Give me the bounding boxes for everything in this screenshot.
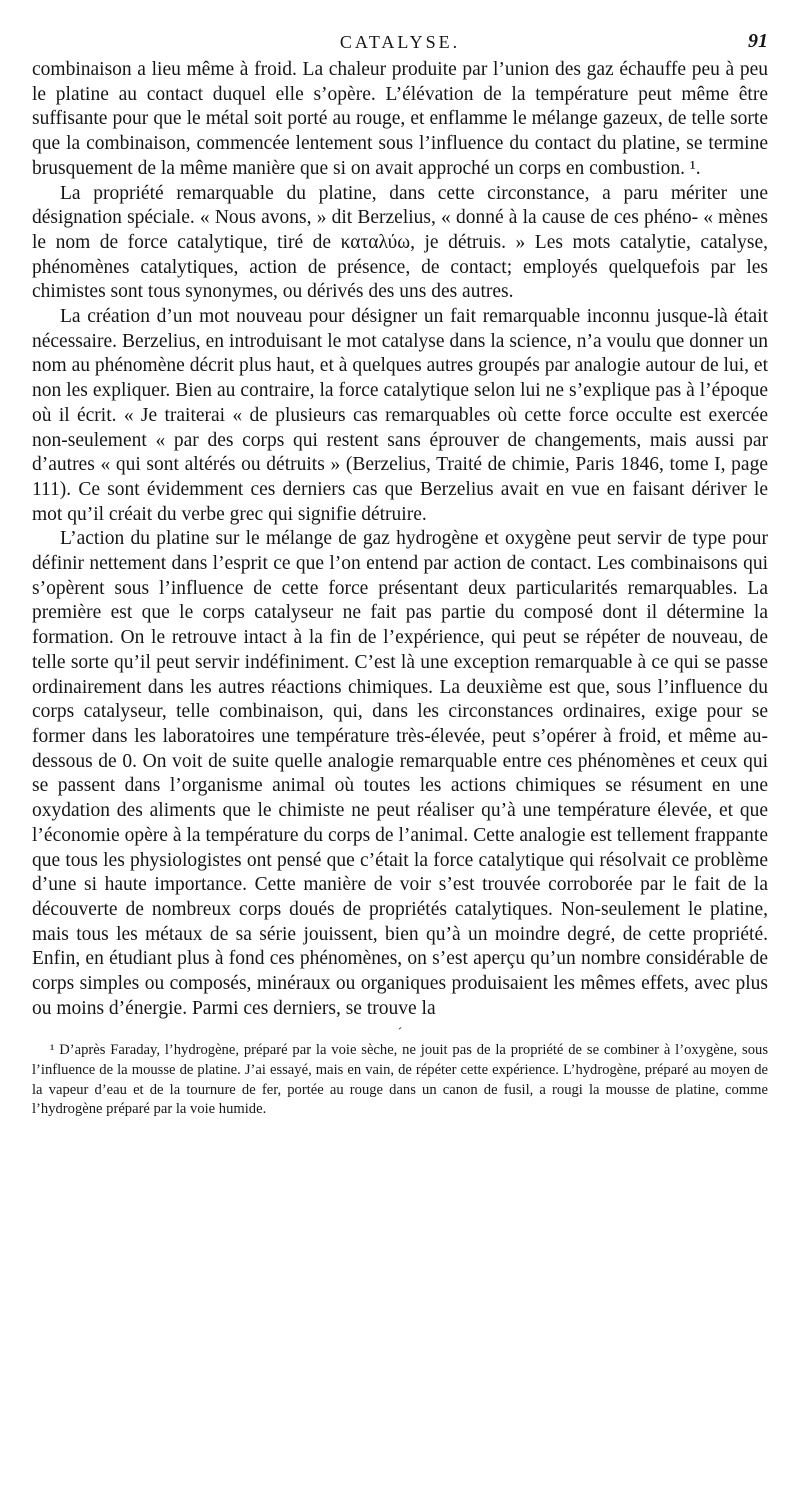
footnote-separator: ´: [397, 1026, 403, 1042]
running-title: CATALYSE.: [339, 32, 461, 52]
paragraph-3: La création d’un mot nouveau pour désigner un fait remarquable inconnu jusque-là était nécessaire. Berzelius, en introduisant le mot catalyse dans la science, n’a voulu que donner un nom au phénomène décrit plus haut, et à quelques autres groupés par analogie autour de lui, et non les expliquer. Bien au contraire, la force catalytique selon lui ne s’explique pas à l’époque où il écrit. « Je traiterai « de plusieurs cas remarquables où cette force occulte est exercée non-seulement « par des corps qui restent sans éprouver de changements, mais aussi par d’autres « qui sont altérés ou détruits » (Berzelius, Traité de chimie, Paris 1846, tome I, page 111). Ce sont évidemment ces derniers cas que Berzelius avait en vue en faisant dériver le mot qu’il créait du verbe grec qui signifie détruire.: [32, 306, 768, 525]
footnote-1: ¹ D’après Faraday, l’hydrogène, préparé par la voie sèche, ne jouit pas de la propriété de se combiner à l’oxygène, sous l’influence de la mousse de platine. J’ai essayé, mais en vain, de répéter cette expérience. L’hydrogène, préparé au moyen de la vapeur d’eau et de la tournure de fer, portée au rouge dans un canon de fusil, a rougi la mousse de platine, comme l’hydrogène préparé par la voie humide.: [32, 1042, 768, 1118]
page-number: 91: [748, 30, 768, 52]
paragraph-1: combinaison a lieu même à froid. La chaleur produite par l’union des gaz échauffe peu à peu le platine au contact duquel elle s’opère. L’élévation de la température peut même être suffisante pour que le métal soit porté au rouge, et enflamme le mélange gazeux, de telle sorte que la combinaison, commencée lentement sous l’influence du contact du platine, se termine brusquement de la même manière que si on avait approché un corps en combustion. ¹.: [32, 59, 768, 179]
paragraph-4: L’action du platine sur le mélange de gaz hydrogène et oxygène peut servir de type pour définir nettement dans l’esprit ce que l’on entend par action de contact. Les combinaisons qui s’opèrent sous l’influence de cette force présentant deux particularités remarquables. La première est que le corps catalyseur ne fait pas partie du composé dont il détermine la formation. On le retrouve intact à la fin de l’expérience, qui peut se répéter de nouveau, de telle sorte qu’il peut servir indéfiniment. C’est là une exception remarquable à ce qui se passe ordinairement dans les autres réactions chimiques. La deuxième est que, sous l’influence du corps catalyseur, telle combinaison, qui, dans les circonstances ordinaires, exige pour se former dans les laboratoires une température très-élevée, peut s’opérer à froid, et même au-dessous de 0. On voit de suite quelle analogie remarquable entre ces phénomènes et ceux qui se passent dans l’organisme animal où toutes les actions chimiques se résument en une oxydation des aliments que le chimiste ne peut réaliser qu’à une température élevée, et que l’économie opère à la température du corps de l’animal. Cette analogie est tellement frappante que tous les physiologistes ont pensé que c’était la force catalytique qui résolvait ce problème d’une si haute importance. Cette manière de voir s’est trouvée corroborée par le fait de la découverte de nombreux corps doués de propriétés catalytiques. Non-seulement le platine, mais tous les métaux de sa série jouissent, bien qu’à un moindre degré, de cette propriété. Enfin, en étudiant plus à fond ces phénomènes, on s’est aperçu qu’un nombre considérable de corps simples ou composés, minéraux ou organiques produisaient les mêmes effets, avec plus ou moins d’énergie. Parmi ces derniers, se trouve la: [32, 528, 768, 1019]
footnotes: [32, 1041, 768, 1119]
body-text: [32, 58, 768, 1021]
book-page: [32, 24, 768, 1120]
page-header: [32, 24, 768, 58]
paragraph-2: La propriété remarquable du platine, dans cette circonstance, a paru mériter une désignation spéciale. « Nous avons, » dit Berzelius, « donné à la cause de ces phéno- « mènes le nom de force catalytique, tiré de καταλύω, je détruis. » Les mots catalytie, catalyse, phénomènes catalytiques, action de présence, de contact; employés quelquefois par les chimistes sont tous synonymes, ou dérivés des uns des autres.: [32, 182, 768, 303]
